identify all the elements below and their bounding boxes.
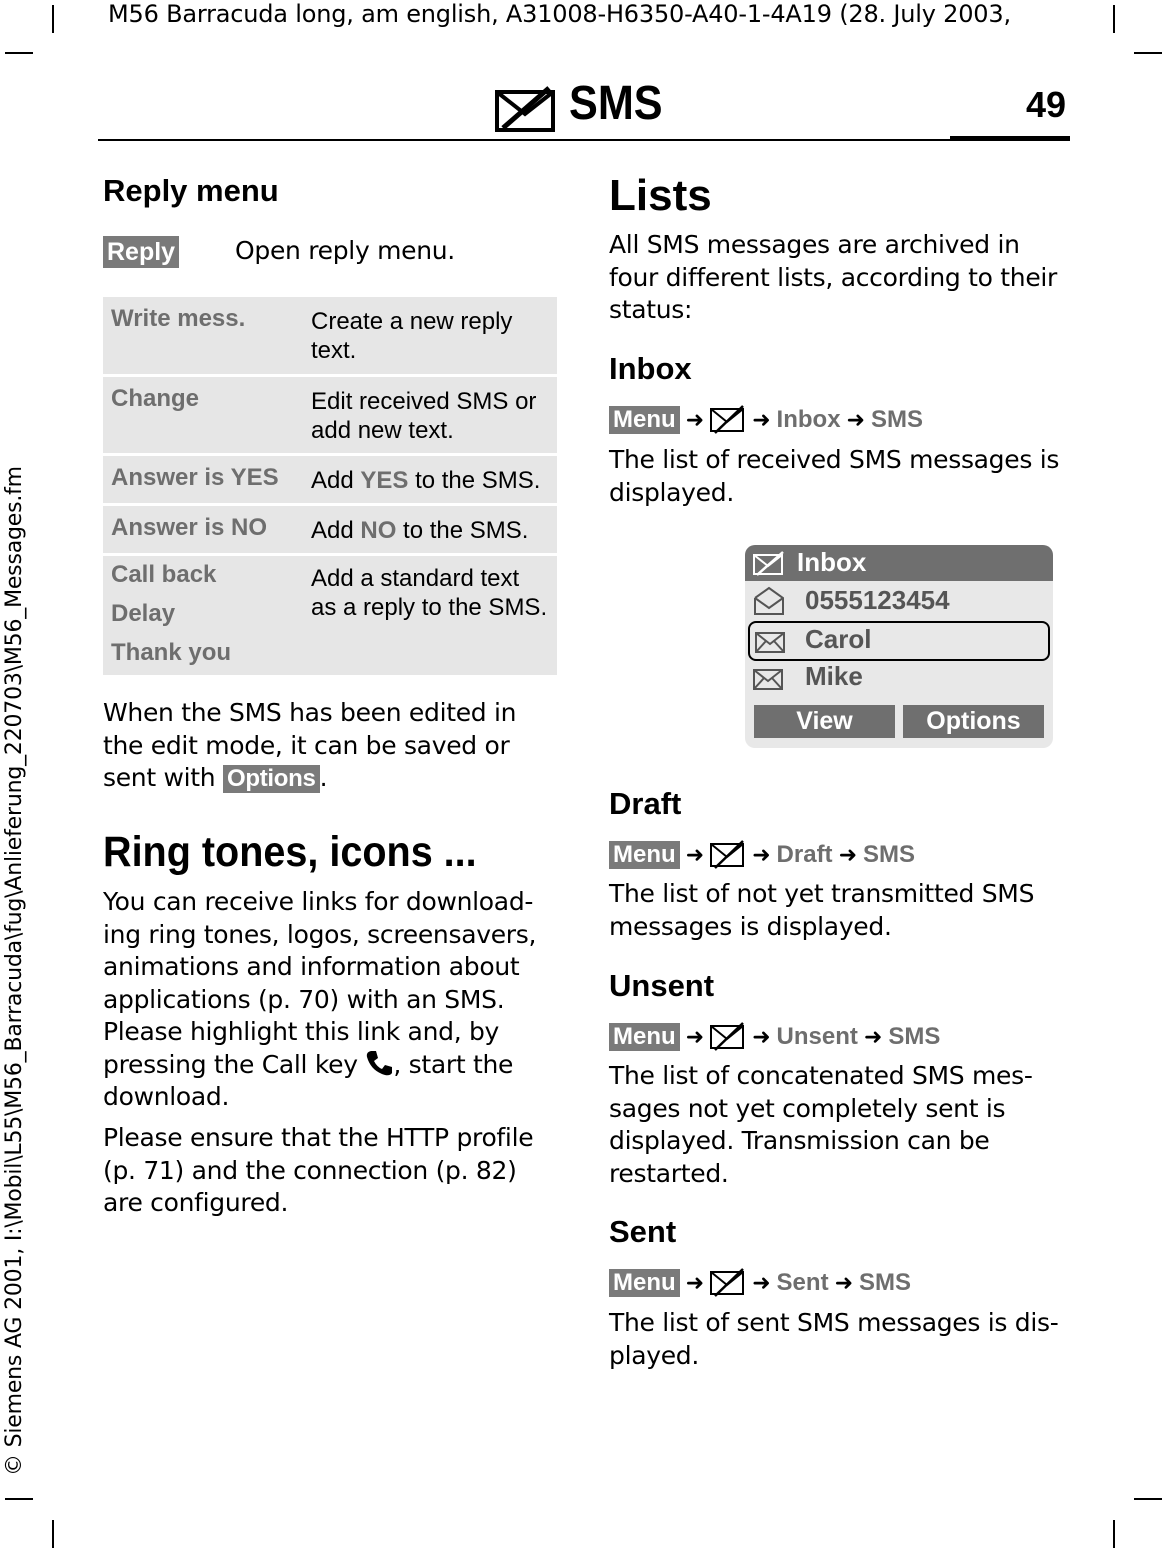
reply-menu-heading: Reply menu (103, 173, 279, 208)
menu-path-item[interactable]: Inbox (776, 406, 841, 433)
entry-label: 0555123454 (805, 585, 950, 615)
entry-label: Carol (805, 624, 872, 654)
reply-option-row[interactable] (103, 556, 557, 675)
right-arrow-icon: ➜ (685, 1024, 705, 1050)
inbox-menu-path (609, 403, 923, 437)
reply-option-label: Write mess. (111, 305, 246, 332)
phone-handset-icon (365, 1049, 393, 1075)
reply-option-description: Add NO to the SMS. (311, 517, 529, 544)
reply-option-description: Add a standard text as a reply to the SMS. (311, 565, 548, 621)
right-arrow-icon: ➜ (834, 1270, 853, 1296)
envelope-icon (495, 86, 557, 138)
reply-key-description: Open reply menu. (235, 236, 455, 265)
reply-option-description: Create a new reply text. (311, 308, 513, 364)
right-arrow-icon: ➜ (752, 842, 771, 868)
right-arrow-icon: ➜ (685, 407, 705, 433)
reply-softkey[interactable]: Reply (103, 236, 179, 268)
draft-menu-path (609, 838, 915, 872)
menu-path-item[interactable]: Unsent (776, 1023, 858, 1050)
reply-option-label: Delay (111, 600, 176, 627)
unsent-heading: Unsent (609, 968, 715, 1003)
reply-option-label: Answer is NO (111, 514, 268, 541)
unsent-description: The list of concatenated SMS mes-sages not yet completely sent is displayed. Transmission can be restarted. (609, 1061, 1033, 1188)
menu-path-item[interactable]: SMS (888, 1023, 941, 1050)
menu-softkey[interactable]: Menu (609, 1023, 680, 1051)
view-softkey[interactable]: View (754, 705, 895, 738)
reply-option-label: Change (111, 385, 200, 412)
inbox-entry-selected[interactable] (748, 621, 1050, 661)
sent-heading: Sent (609, 1214, 677, 1249)
envelope-icon[interactable] (710, 1022, 746, 1052)
header-rule (98, 139, 950, 141)
menu-softkey[interactable]: Menu (609, 1269, 680, 1297)
right-arrow-icon: ➜ (863, 1024, 883, 1050)
lists-heading: Lists (609, 171, 712, 220)
reply-option-row[interactable] (103, 297, 557, 374)
inbox-entry[interactable] (745, 582, 1053, 619)
display-titlebar (745, 545, 1053, 581)
side-note: © Siemens AG 2001, I:\Mobil\L55\M56_Barracuda\fug\Anlieferung_220703\M56_Messages.fm (2, 466, 27, 1476)
draft-description: The list of not yet transmitted SMS messages is displayed. (609, 879, 1035, 941)
inbox-entry[interactable] (745, 660, 1053, 697)
reply-option-row[interactable] (103, 506, 557, 553)
crop-mark (1113, 1520, 1115, 1548)
entry-label: Mike (805, 661, 863, 691)
envelope-icon[interactable] (710, 1268, 746, 1298)
menu-path-item[interactable]: Sent (776, 1269, 829, 1296)
menu-path-item[interactable]: SMS (870, 406, 923, 433)
lists-intro: All SMS messages are archived in four different lists, according to their status: (609, 230, 1058, 324)
page-number: 49 (1026, 84, 1067, 125)
right-arrow-icon: ➜ (838, 842, 857, 868)
reply-option-label: Thank you (111, 639, 232, 666)
right-arrow-icon: ➜ (752, 1024, 771, 1050)
menu-softkey[interactable]: Menu (609, 841, 680, 869)
sent-menu-path (609, 1266, 911, 1300)
http-profile-paragraph: Please ensure that the HTTP profile (p. 71) and the connection (p. 82) are configured. (103, 1123, 534, 1217)
sent-description: The list of sent SMS messages is dis-played. (609, 1308, 1059, 1370)
menu-softkey[interactable]: Menu (609, 406, 680, 434)
envelope-icon (755, 629, 787, 659)
envelope-icon[interactable] (710, 405, 746, 435)
chapter-title: SMS (569, 77, 663, 130)
running-title: M56 Barracuda long, am english, A31008-H6350-A40-1-4A19 (28. July 2003, (108, 0, 1011, 28)
after-edit-paragraph: When the SMS has been edited in the edit mode, it can be saved or sent with Options . (103, 698, 517, 792)
crop-mark (52, 5, 54, 33)
crop-mark (52, 1520, 54, 1548)
right-arrow-icon: ➜ (846, 407, 865, 433)
right-arrow-icon: ➜ (752, 407, 771, 433)
crop-mark (1134, 52, 1162, 54)
options-softkey[interactable]: Options (223, 765, 320, 793)
inbox-heading: Inbox (609, 351, 692, 386)
envelope-icon[interactable] (710, 840, 746, 870)
reply-option-label: Answer is YES (111, 464, 279, 491)
reply-option-label: Call back (111, 561, 217, 588)
menu-path-item[interactable]: SMS (859, 1269, 912, 1296)
crop-mark (1113, 5, 1115, 33)
display-title: Inbox (797, 547, 867, 577)
reply-option-description: Edit received SMS or add new text. (311, 388, 537, 444)
ringtones-heading: Ring tones, icons ... (103, 828, 477, 876)
header-rule-thick (950, 136, 1070, 141)
envelope-icon (753, 551, 785, 581)
reply-option-row[interactable] (103, 456, 557, 503)
right-arrow-icon: ➜ (752, 1270, 771, 1296)
crop-mark (5, 1498, 33, 1500)
reply-option-row[interactable] (103, 377, 557, 453)
open-envelope-icon (753, 586, 785, 620)
menu-path-item[interactable]: Draft (776, 841, 833, 868)
right-arrow-icon: ➜ (685, 842, 705, 868)
phone-display (745, 545, 1053, 748)
crop-mark (1134, 1498, 1162, 1500)
crop-mark (5, 52, 33, 54)
unsent-menu-path (609, 1020, 940, 1054)
envelope-icon (753, 666, 785, 696)
options-softkey[interactable]: Options (903, 705, 1044, 738)
reply-option-description: Add YES to the SMS. (311, 467, 541, 494)
inbox-description: The list of received SMS messages is displayed. (609, 445, 1060, 507)
right-arrow-icon: ➜ (685, 1270, 705, 1296)
menu-path-item[interactable]: SMS (863, 841, 916, 868)
draft-heading: Draft (609, 786, 682, 821)
ringtones-paragraph: You can receive links for download-ing ring tones, logos, screensavers, animations and information about applications (p. 70) with an SMS. Please highlight this link and, by pressing the Call key , start the download. (103, 887, 537, 1111)
